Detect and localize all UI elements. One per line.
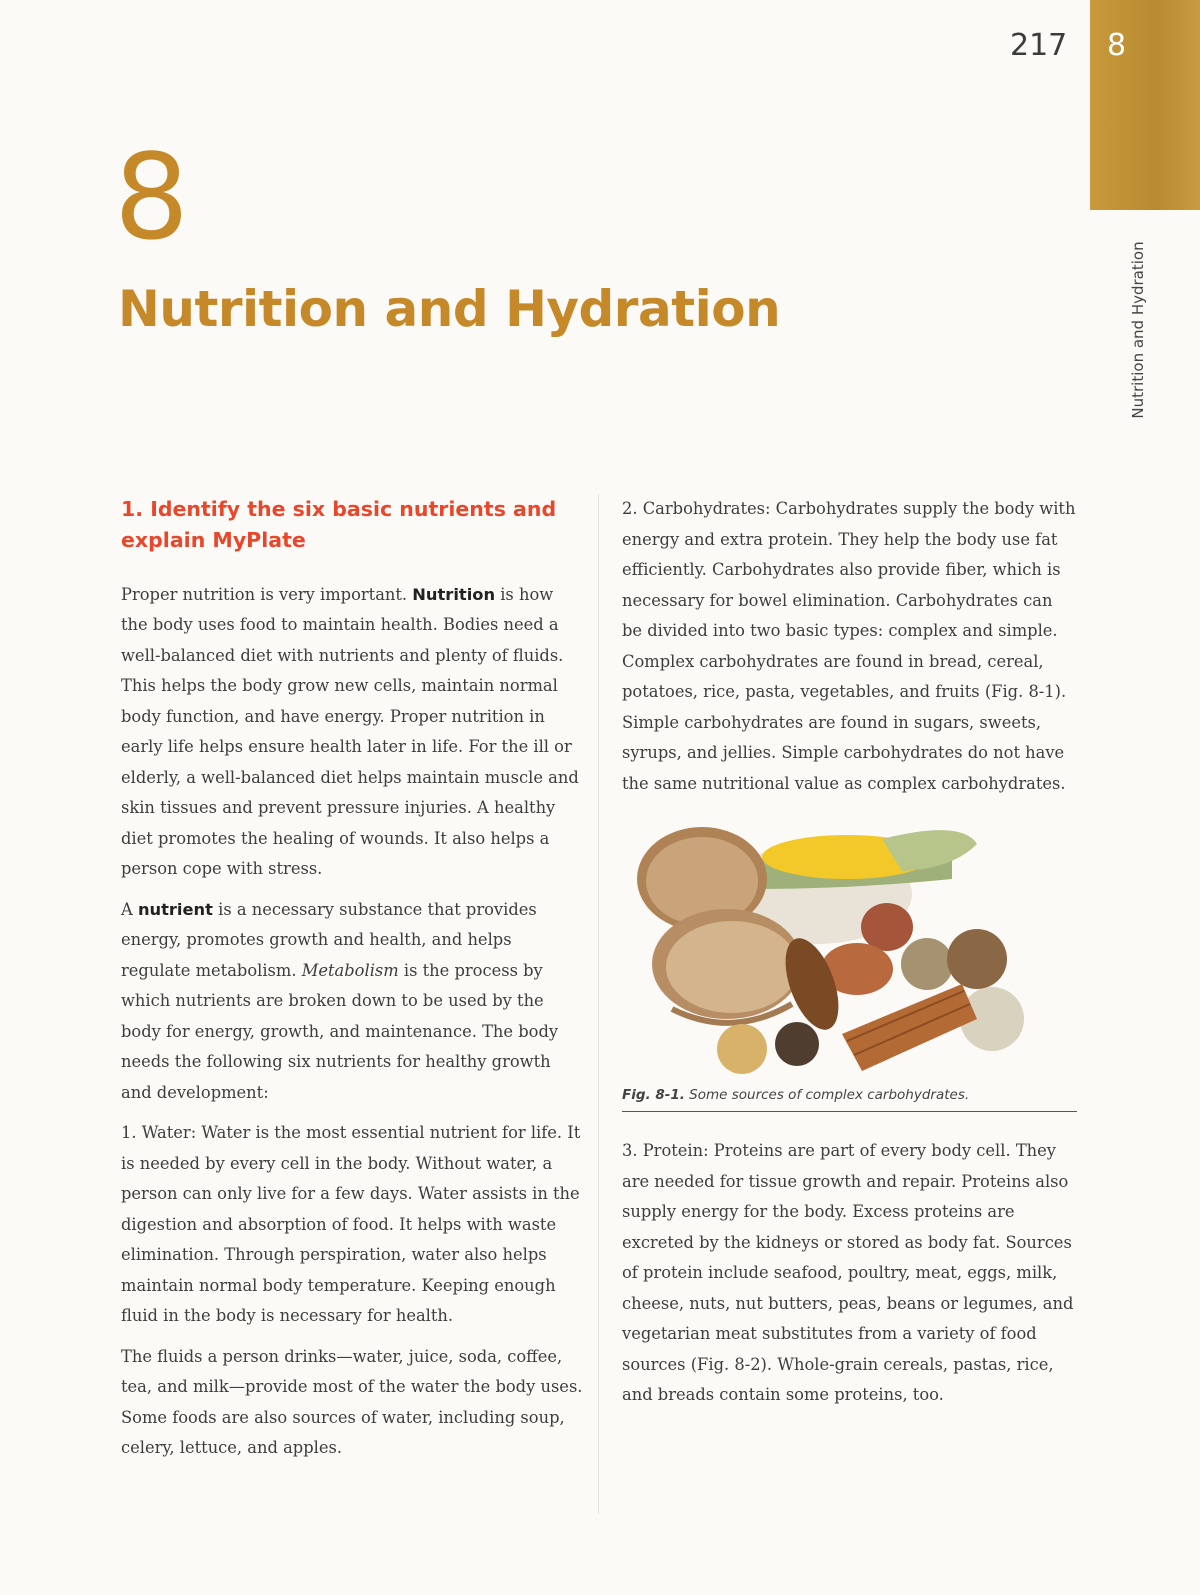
- text-run: A: [121, 899, 138, 919]
- paragraph-water: 1. Water: Water is the most essential nutrient for life. It is needed by every cell in the body. Without water, a person can only live for a few days. Water assists in the digestion and absorption of food. It helps with waste elimination. Through perspiration, water also helps maintain normal body temperature. Keeping enough fluid in the body is necessary for health.: [121, 1123, 581, 1325]
- chapter-number: 8: [114, 128, 190, 266]
- paragraph-carbohydrates: 2. Carbohydrates: Carbohydrates supply the body with energy and extra protein. They help the body use fat efficiently. Carbohydrates also provide fiber, which is necessary for bowel elimination. Carbohydrates can be divided into two basic types: complex and simple. Complex carbohydrates are found in bread, cereal, potatoes, rice, pasta, vegetables, and fruits (Fig. 8-1). Simple carbohydrates are found in sugars, sweets, syrups, and jellies. Simple carbohydrates do not have the same nutritional value as complex carbohydrates.: [622, 499, 1076, 793]
- chapter-title: Nutrition and Hydration: [118, 280, 781, 338]
- figure-caption-text: Some sources of complex carbohydrates.: [684, 1087, 970, 1103]
- text-run: is a necessary substance that provides energy, promotes growth and health, and helps regulate metabolism.: [121, 899, 537, 980]
- paragraph-protein: 3. Protein: Proteins are part of every body cell. They are needed for tissue growth and repair. Proteins also supply energy for the body. Excess proteins are excreted by the kidneys or stored as body fat. Sources of protein include seafood, poultry, meat, eggs, milk, cheese, nuts, nut butters, peas, beans or legumes, and vegetarian meat substitutes from a variety of food sources (Fig. 8-2). Whole-grain cereals, pastas, rice, and breads contain some proteins, too.: [622, 1141, 1074, 1404]
- corn-cob: [752, 830, 977, 889]
- text-run: Proper nutrition is very important.: [121, 584, 413, 604]
- keyword-nutrition: Nutrition: [412, 584, 496, 604]
- figure-caption: [622, 1083, 1077, 1112]
- text-run: is the process by which nutrients are broken down to be used by the body for energy, growth, and maintenance. The body needs the following six nutrients for healthy growth and development:: [121, 960, 559, 1102]
- text-run: is how the body uses food to maintain health. Bodies need a well-balanced diet with nutrients and plenty of fluids. This helps the body grow new cells, maintain normal body function, and have energy. Proper nutrition in early life helps ensure health later in life. For the ill or elderly, a well-balanced diet helps maintain muscle and skin tissues and prevent pressure injuries. A healthy diet promotes the healing of wounds. It also helps a person cope with stress.: [121, 584, 579, 878]
- page-number: 217: [1010, 28, 1068, 63]
- carbohydrate-foods-illustration: [632, 809, 1047, 1077]
- paragraph-nutrient: [121, 895, 583, 1109]
- section-heading: 1. Identify the six basic nutrients and explain MyPlate: [121, 497, 557, 552]
- figure-label: Fig. 8-1.: [622, 1087, 685, 1103]
- term-metabolism: Metabolism: [301, 960, 399, 980]
- column-divider: [598, 494, 599, 1514]
- paragraph-nutrition: [121, 580, 583, 885]
- left-column: [121, 494, 583, 1474]
- figure-carbohydrates-photo: [632, 809, 1047, 1077]
- keyword-nutrient: nutrient: [137, 899, 213, 919]
- running-title: Nutrition and Hydration: [1129, 241, 1147, 419]
- side-tab-chapter-number: 8: [1107, 28, 1127, 63]
- right-column: [622, 494, 1077, 1421]
- paragraph-fluids: The fluids a person drinks—water, juice, soda, coffee, tea, and milk—provide most of the water the body uses. Some foods are also sources of water, including soup, celery, lettuce, and apples.: [121, 1346, 583, 1457]
